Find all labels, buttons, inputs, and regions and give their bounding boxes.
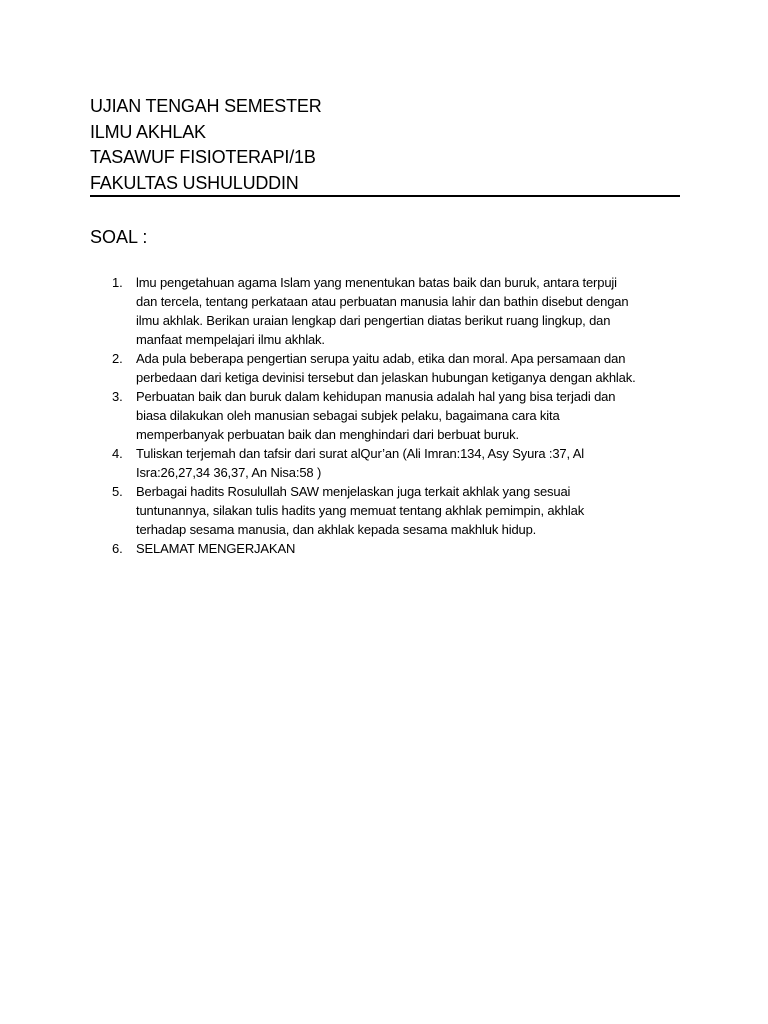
header-exam-title: UJIAN TENGAH SEMESTER bbox=[90, 96, 322, 116]
question-item-2 bbox=[108, 349, 688, 387]
question-line: SELAMAT MENGERJAKAN bbox=[136, 541, 296, 556]
header-subject: ILMU AKHLAK bbox=[90, 121, 206, 142]
question-line: dan tercela, tentang perkataan atau perbuatan manusia lahir dan bathin disebut dengan bbox=[136, 294, 629, 309]
question-line: lmu pengetahuan agama Islam yang menentukan batas baik dan buruk, antara terpuji bbox=[136, 275, 617, 290]
question-text bbox=[136, 482, 688, 539]
header-divider bbox=[90, 195, 680, 197]
question-line: Isra:26,27,34 36,37, An Nisa:58 ) bbox=[136, 465, 322, 480]
question-text bbox=[136, 444, 688, 482]
question-number: 3. bbox=[112, 389, 123, 404]
question-line: ilmu akhlak. Berikan uraian lengkap dari pengertian diatas berikut ruang lingkup, dan bbox=[136, 313, 611, 328]
question-text bbox=[136, 539, 688, 558]
question-list bbox=[108, 273, 688, 558]
question-line: perbedaan dari ketiga devinisi tersebut dan jelaskan hubungan ketiganya dengan akhlak. bbox=[136, 370, 636, 385]
question-number: 5. bbox=[112, 484, 123, 499]
question-number: 2. bbox=[112, 351, 123, 366]
exam-header bbox=[90, 94, 680, 196]
question-line: biasa dilakukan oleh manusian sebagai subjek pelaku, bagaimana cara kita bbox=[136, 408, 560, 423]
soal-heading: SOAL : bbox=[90, 227, 148, 247]
question-text bbox=[136, 349, 688, 387]
question-line: manfaat mempelajari ilmu akhlak. bbox=[136, 332, 325, 347]
header-program: TASAWUF FISIOTERAPI/1B bbox=[90, 147, 316, 167]
question-line: Berbagai hadits Rosulullah SAW menjelaskan juga terkait akhlak yang sesuai bbox=[136, 484, 571, 499]
question-line: Ada pula beberapa pengertian serupa yaitu adab, etika dan moral. Apa persamaan dan bbox=[136, 351, 626, 366]
question-number: 1. bbox=[112, 275, 123, 290]
question-line: memperbanyak perbuatan baik dan menghindari dari berbuat buruk. bbox=[136, 427, 519, 442]
question-number: 4. bbox=[112, 446, 123, 461]
question-item-3 bbox=[108, 387, 688, 444]
question-item-5 bbox=[108, 482, 688, 539]
question-item-6 bbox=[108, 539, 688, 558]
question-number: 6. bbox=[112, 541, 123, 556]
question-text bbox=[136, 273, 688, 349]
question-item-1 bbox=[108, 273, 688, 349]
question-line: Tuliskan terjemah dan tafsir dari surat alQur’an (Ali Imran:134, Asy Syura :37, Al bbox=[136, 446, 584, 461]
question-text bbox=[136, 387, 688, 444]
question-line: tuntunannya, silakan tulis hadits yang memuat tentang akhlak pemimpin, akhlak bbox=[136, 503, 585, 518]
question-line: terhadap sesama manusia, dan akhlak kepada sesama makhluk hidup. bbox=[136, 522, 537, 537]
question-item-4 bbox=[108, 444, 688, 482]
header-faculty: FAKULTAS USHULUDDIN bbox=[90, 172, 299, 193]
question-line: Perbuatan baik dan buruk dalam kehidupan manusia adalah hal yang bisa terjadi dan bbox=[136, 389, 616, 404]
